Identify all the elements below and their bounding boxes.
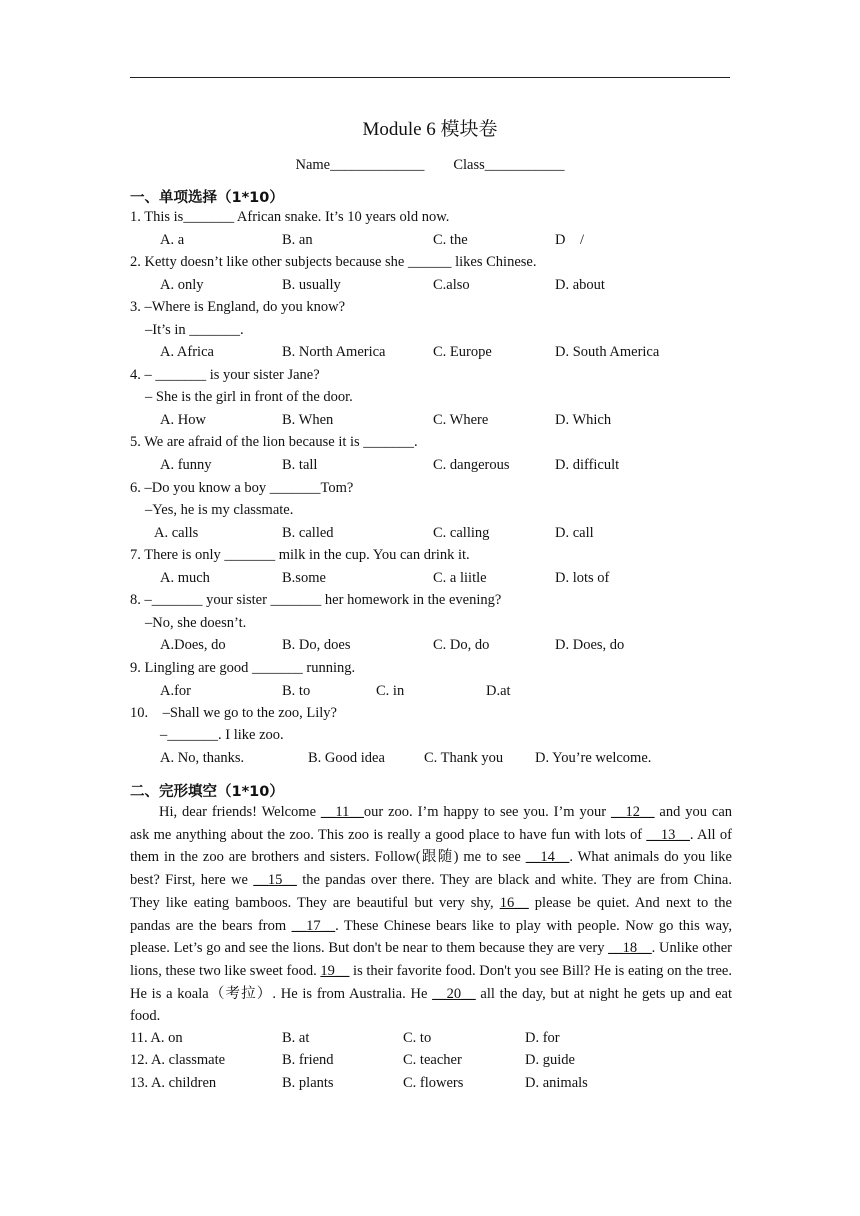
name-class-line: Name_____________ Class___________	[295, 157, 565, 173]
answer-option: D. difficult	[555, 457, 620, 473]
answer-option: A.Does, do	[160, 637, 226, 653]
answer-option: C. Thank you	[424, 750, 504, 766]
answer-option: B.some	[282, 570, 326, 586]
answer-option: B. plants	[282, 1075, 334, 1091]
cloze-question-stem: 12. A. classmate	[130, 1052, 226, 1068]
section2-heading: 二、完形填空（1*10）	[130, 784, 284, 800]
answer-option: D /	[555, 232, 584, 248]
answer-option: C. flowers	[403, 1075, 464, 1091]
answer-option: C. the	[433, 232, 468, 248]
passage-text: . Unlike other lions, these two like sweet food.	[130, 940, 732, 979]
cloze-blank: __11__	[320, 804, 364, 820]
cloze-blank: __17__	[291, 917, 336, 934]
answer-option: A. Africa	[160, 344, 214, 360]
answer-option: B. Good idea	[308, 750, 385, 766]
question-stem: 6. –Do you know a boy _______Tom?	[130, 480, 354, 496]
cloze-question-stem: 11. A. on	[130, 1030, 183, 1046]
answer-option: D. for	[525, 1030, 560, 1046]
question-stem: 5. We are afraid of the lion because it is _______.	[130, 434, 418, 450]
passage-text: Hi, dear friends! Welcome	[159, 804, 321, 820]
passage-text: . What animals do you like best? First, here we	[130, 849, 732, 889]
passage-text: please be quiet. And next to the pandas are the bears from	[130, 894, 732, 934]
answer-option: D. about	[555, 277, 605, 293]
question-stem: 3. –Where is England, do you know?	[130, 299, 346, 315]
question-stem: 7. There is only _______ milk in the cup. You can drink it.	[130, 547, 470, 563]
cloze-blank: __20__	[432, 985, 476, 1002]
answer-option: B. called	[282, 525, 334, 541]
question-stem: 10. –Shall we go to the zoo, Lily?	[130, 705, 337, 721]
question-response-line: –No, she doesn’t.	[145, 615, 247, 631]
answer-option: D. You’re welcome.	[535, 750, 652, 766]
answer-option: A. much	[160, 570, 210, 586]
answer-option: A. calls	[154, 525, 199, 541]
answer-option: B. Do, does	[282, 637, 351, 653]
answer-option: C. in	[376, 683, 405, 699]
answer-option: D. Which	[555, 412, 612, 428]
answer-option: A. only	[160, 277, 204, 293]
question-stem: 4. – _______ is your sister Jane?	[130, 367, 320, 383]
answer-option: C. dangerous	[433, 457, 510, 473]
passage-text: and you can ask me anything about the zoo. This zoo is really a good place to have fun with lots of	[130, 804, 733, 843]
passage-text: . All of them in the zoo are brothers and sisters. Follow(跟随) me to see	[130, 826, 732, 866]
question-stem: 1. This is_______ African snake. It’s 10 years old now.	[130, 209, 450, 225]
answer-option: B. North America	[282, 344, 386, 360]
answer-option: B. at	[282, 1030, 310, 1046]
passage-text: . These Chinese bears like to play with people. Now go this way, please. Let’s go and see the lions. But don't be near to them because they are very	[130, 917, 732, 957]
question-response-line: –_______. I like zoo.	[160, 727, 284, 743]
answer-option: B. an	[282, 232, 313, 248]
answer-option: D.at	[486, 683, 511, 699]
answer-option: D. call	[555, 525, 594, 541]
cloze-blank: __12__	[610, 804, 655, 820]
cloze-blank: __13__	[646, 826, 690, 843]
question-response-line: – She is the girl in front of the door.	[145, 389, 353, 405]
answer-option: C. Do, do	[433, 637, 490, 653]
question-response-line: –Yes, he is my classmate.	[145, 502, 294, 518]
answer-option: C. Europe	[433, 344, 492, 360]
question-stem: 8. –_______ your sister _______ her homework in the evening?	[130, 592, 502, 608]
question-stem: 2. Ketty doesn’t like other subjects because she ______ likes Chinese.	[130, 254, 537, 270]
answer-option: B. usually	[282, 277, 341, 293]
page-title: Module 6 模块卷	[362, 119, 498, 140]
answer-option: D. animals	[525, 1075, 588, 1091]
answer-option: C. a liitle	[433, 570, 487, 586]
answer-option: A. No, thanks.	[160, 750, 245, 766]
answer-option: A.for	[160, 683, 192, 699]
question-response-line: –It’s in _______.	[145, 322, 244, 338]
answer-option: A. funny	[160, 457, 212, 473]
answer-option: C.also	[433, 277, 470, 293]
passage-text: the pandas over there. They are black and white. They are from China. They like eating bamboos. They are beautiful but very shy,	[130, 872, 732, 911]
answer-option: D. Does, do	[555, 637, 625, 653]
cloze-blank: __14__	[525, 849, 570, 866]
cloze-blank: __18__	[608, 940, 652, 957]
cloze-passage	[130, 801, 732, 1028]
answer-option: C. Where	[433, 412, 489, 428]
answer-option: B. tall	[282, 457, 318, 473]
answer-option: A. a	[160, 232, 185, 248]
passage-text: our zoo. I’m happy to see you. I’m your	[363, 804, 611, 820]
question-stem: 9. Lingling are good _______ running.	[130, 660, 356, 676]
cloze-blank: __15__	[253, 872, 297, 889]
answer-option: B. friend	[282, 1052, 334, 1068]
passage-text: is their favorite food. Don't you see Bill? He is eating on the tree. He is a koala（考拉）. He is from Australia. He	[130, 962, 732, 1002]
section1-heading: 一、单项选择（1*10）	[130, 190, 284, 206]
cloze-blank: 19__	[320, 962, 350, 979]
cloze-question-stem: 13. A. children	[130, 1075, 217, 1091]
answer-option: B. to	[282, 683, 311, 699]
answer-option: C. teacher	[403, 1052, 462, 1068]
answer-option: D. South America	[555, 344, 660, 360]
answer-option: C. calling	[433, 525, 490, 541]
answer-option: A. How	[160, 412, 206, 428]
answer-option: D. lots of	[555, 570, 610, 586]
header-rule	[130, 77, 730, 78]
answer-option: C. to	[403, 1030, 432, 1046]
answer-option: D. guide	[525, 1052, 575, 1068]
passage-text: all the day, but at night he gets up and eat food.	[130, 985, 733, 1025]
answer-option: B. When	[282, 412, 334, 428]
cloze-blank: 16__	[499, 894, 529, 911]
